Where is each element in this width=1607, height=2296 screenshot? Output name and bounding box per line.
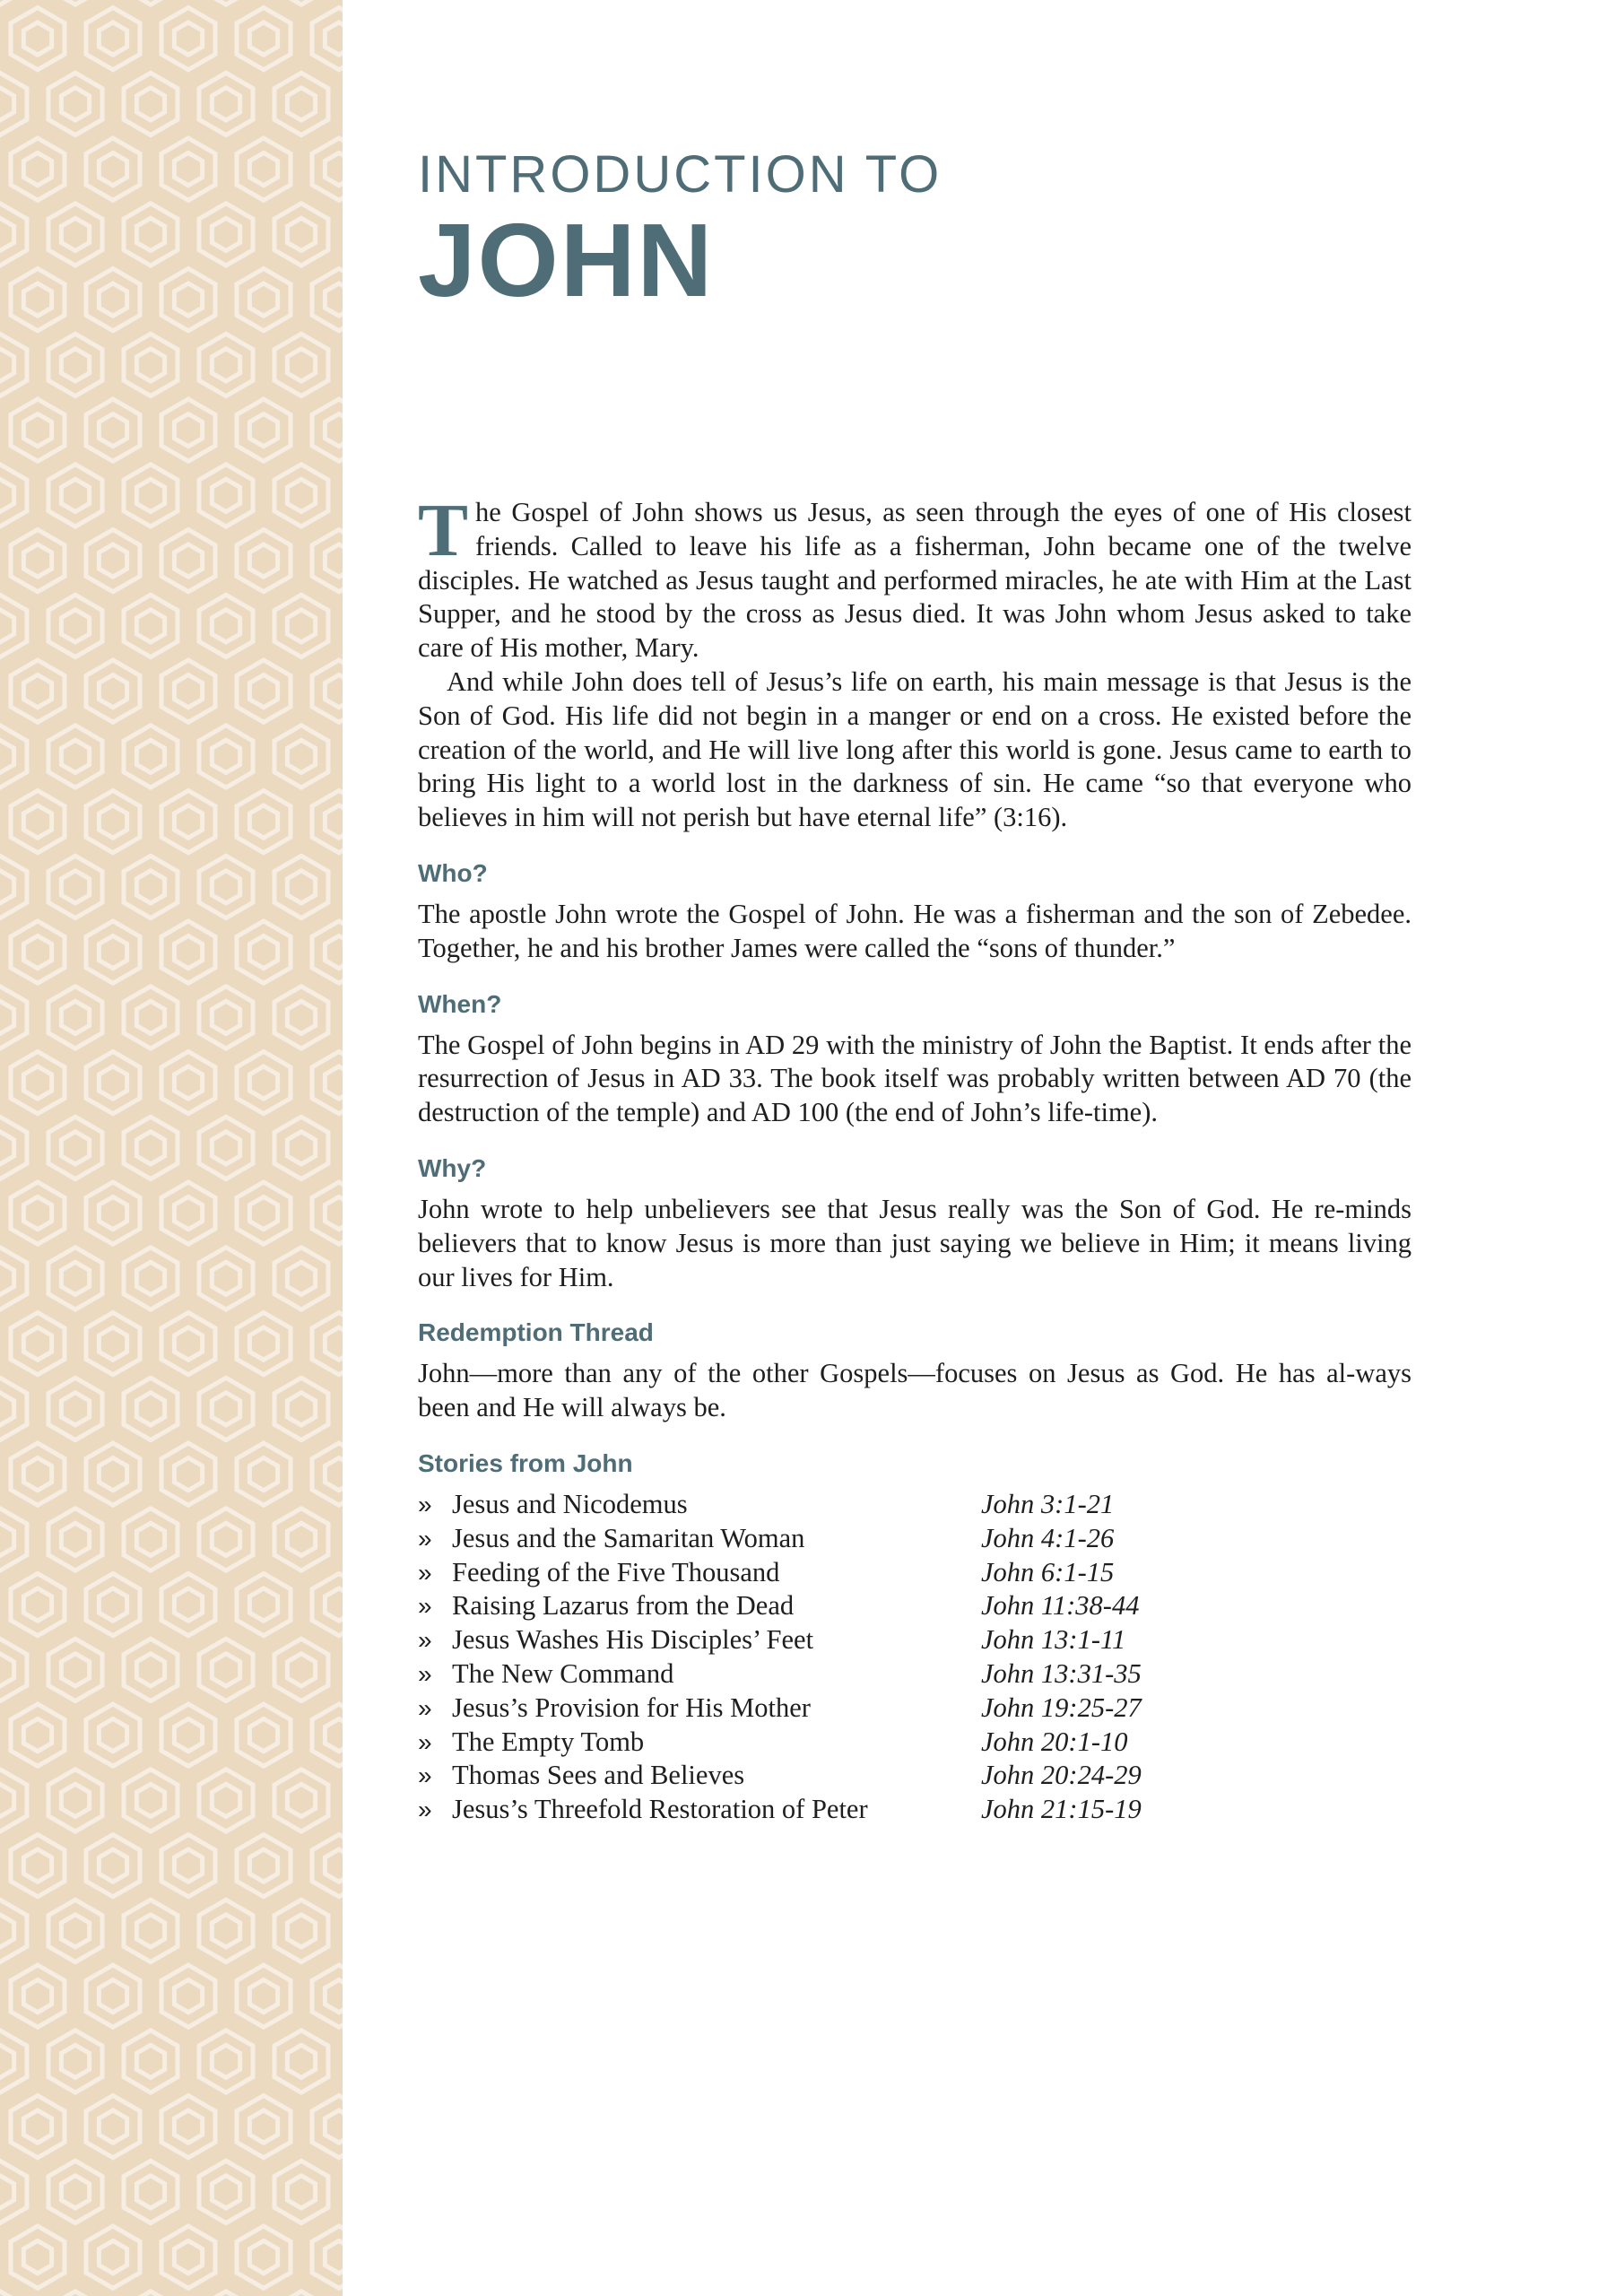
bullet-icon: » <box>418 1659 432 1688</box>
scripture-reference: John 13:1-11 <box>981 1624 1126 1656</box>
bullet-icon: » <box>418 1558 432 1587</box>
list-item <box>418 1692 1412 1726</box>
stories-heading: Stories from John <box>418 1448 633 1477</box>
story-title: The New Command <box>452 1657 674 1689</box>
story-title: The Empty Tomb <box>452 1726 645 1757</box>
main-text <box>418 489 1412 1827</box>
bullet-icon: » <box>418 1761 432 1790</box>
list-item <box>418 1589 1412 1623</box>
scripture-reference: John 20:1-10 <box>981 1726 1128 1757</box>
book-title: JOHN <box>418 202 715 318</box>
section-heading-when: When? <box>418 989 502 1018</box>
hexagon-pattern <box>0 0 343 2296</box>
bullet-icon: » <box>418 1490 432 1518</box>
scripture-reference: John 4:1-26 <box>981 1522 1115 1553</box>
section-heading-redemption-thread: Redemption Thread <box>418 1318 654 1347</box>
story-title: Jesus and Nicodemus <box>452 1488 688 1519</box>
decorative-pattern-band <box>0 0 343 2296</box>
scripture-reference: John 6:1-15 <box>981 1556 1115 1587</box>
drop-cap: T <box>418 489 469 572</box>
story-title: Thomas Sees and Believes <box>452 1760 745 1791</box>
list-item <box>418 1726 1412 1760</box>
story-title: Feeding of the Five Thousand <box>452 1556 780 1587</box>
bullet-icon: » <box>418 1693 432 1722</box>
list-item <box>418 1488 1412 1522</box>
story-title: Raising Lazarus from the Dead <box>452 1590 795 1622</box>
bullet-icon: » <box>418 1727 432 1756</box>
section-heading-who: Who? <box>418 858 488 887</box>
section-text-why: John wrote to help unbelievers see that Jesus really was the Son of God. He re-minds believers that to know Jesus is more than just saying we believe in Him; it means living our lives for Him. <box>418 1193 1412 1292</box>
story-title: Jesus Washes His Disciples’ Feet <box>452 1624 814 1656</box>
section-heading-why: Why? <box>418 1153 487 1182</box>
list-item <box>418 1623 1412 1657</box>
bullet-icon: » <box>418 1796 432 1824</box>
story-title: Jesus and the Samaritan Woman <box>452 1522 805 1553</box>
list-item <box>418 1657 1412 1692</box>
scripture-reference: John 13:31-35 <box>981 1657 1142 1689</box>
title-block <box>418 144 1412 318</box>
scripture-reference: John 19:25-27 <box>981 1692 1142 1723</box>
intro-heading: INTRODUCTION TO <box>418 145 942 204</box>
story-title: Jesus’s Provision for His Mother <box>452 1692 811 1723</box>
list-item <box>418 1522 1412 1556</box>
scripture-reference: John 3:1-21 <box>981 1488 1115 1519</box>
list-item <box>418 1556 1412 1590</box>
bullet-icon: » <box>418 1524 432 1552</box>
section-text-when: The Gospel of John begins in AD 29 with the ministry of John the Baptist. It ends after the resurrection of Jesus in AD 33. The book itself was probably written between AD 70 (the destruction of the temple) and AD 100 (the end of John’s life-time). <box>418 1029 1412 1128</box>
scripture-reference: John 11:38-44 <box>981 1590 1140 1622</box>
stories-list <box>418 1488 1412 1827</box>
scripture-reference: John 21:15-19 <box>981 1794 1142 1825</box>
story-title: Jesus’s Threefold Restoration of Peter <box>452 1794 868 1825</box>
bullet-icon: » <box>418 1592 432 1621</box>
section-text-who: The apostle John wrote the Gospel of John. He was a fisherman and the son of Zebedee. Together, he and his brother James were called the “sons of thunder.” <box>418 898 1412 963</box>
scripture-reference: John 20:24-29 <box>981 1760 1142 1791</box>
section-text-redemption-thread: John—more than any of the other Gospels—focuses on Jesus as God. He has al-ways been and He will always be. <box>418 1358 1412 1423</box>
list-item <box>418 1793 1412 1827</box>
intro-paragraph-1-text: he Gospel of John shows us Jesus, as seen through the eyes of one of His closest friends. Called to leave his life as a fisherman, John became one of the twelve disciples. He watched as Jesus taught and performed miracles, he ate with Him at the Last Supper, and he stood by the cross as Jesus died. It was John whom Jesus asked to take care of His mother, Mary. <box>418 497 1412 664</box>
bullet-icon: » <box>418 1626 432 1655</box>
intro-paragraph-1 <box>418 489 1412 665</box>
intro-paragraph-2: And while John does tell of Jesus’s life on earth, his main message is that Jesus is the Son of God. His life did not begin in a manger or end on a cross. He existed before the creation of the world, and He will live long after this world is gone. Jesus came to earth to bring His light to a world lost in the darkness of sin. He came “so that everyone who believes in him will not perish but have eternal life” (3:16). <box>418 665 1412 833</box>
list-item <box>418 1759 1412 1793</box>
